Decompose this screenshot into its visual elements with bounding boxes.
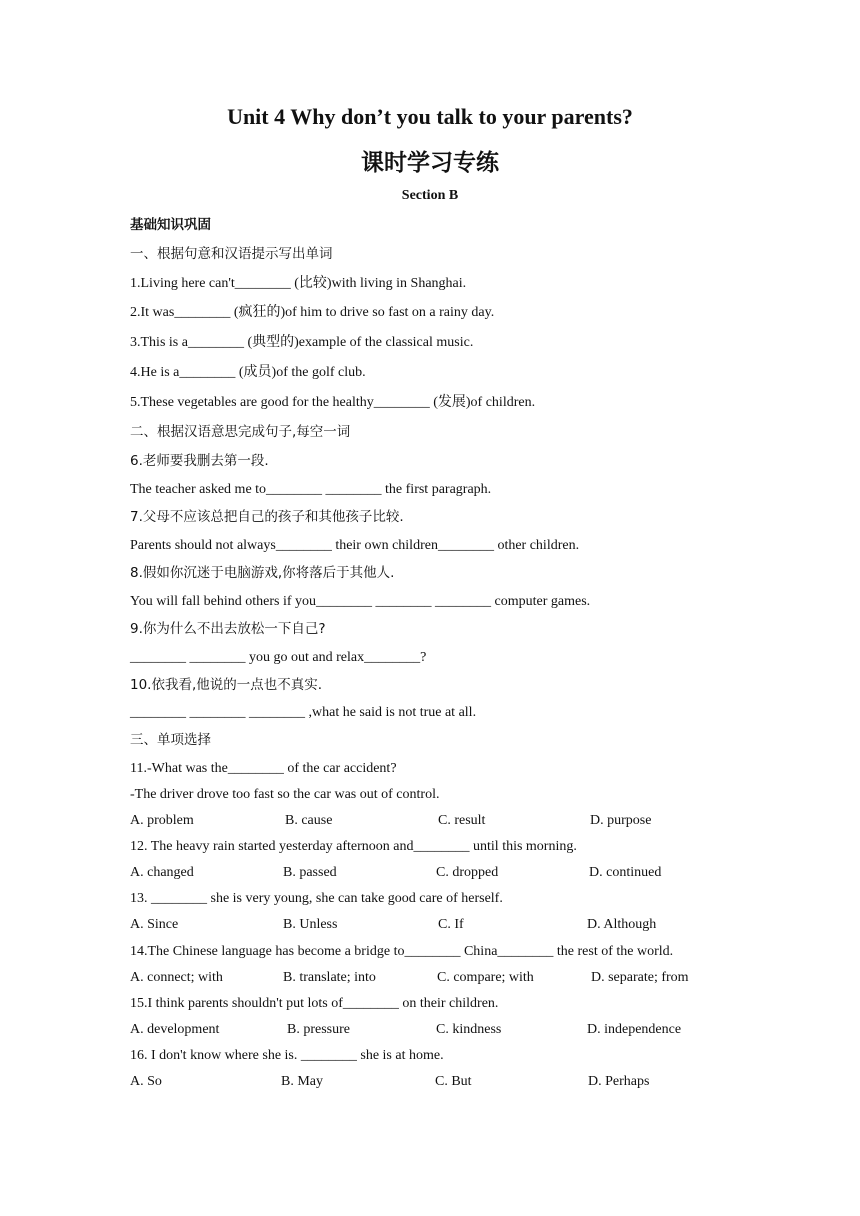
option-16-b: B. May — [281, 1074, 323, 1089]
section-label: Section B — [401, 188, 459, 203]
option-14-d: D. separate; from — [591, 970, 689, 985]
question-6-en: The teacher asked me to________ ________ the first paragraph. — [130, 482, 492, 497]
question-8-en: You will fall behind others if you________ ________ ________ computer games. — [130, 594, 591, 609]
option-15-a: A. development — [130, 1022, 220, 1037]
question-7-en: Parents should not always________ their own children________ other children. — [130, 538, 580, 553]
option-12-b: B. passed — [283, 865, 337, 880]
question-10-en: ________ ________ ________ ,what he said is not true at all. — [130, 705, 477, 720]
question-8-cn: 8.假如你沉迷于电脑游戏,你将落后于其他人. — [130, 565, 395, 581]
option-11-c: C. result — [438, 813, 486, 828]
question-7-cn: 7.父母不应该总把自己的孩子和其他孩子比较. — [130, 509, 404, 525]
option-16-a: A. So — [130, 1074, 162, 1089]
part2-heading: 二、根据汉语意思完成句子,每空一词 — [130, 424, 351, 440]
option-15-b: B. pressure — [287, 1022, 350, 1037]
page-title: Unit 4 Why don’t you talk to your parents? — [227, 104, 633, 129]
option-15-d: D. independence — [587, 1022, 682, 1037]
option-14-a: A. connect; with — [130, 970, 223, 985]
question-5: 5.These vegetables are good for the healthy________ (发展)of children. — [130, 395, 536, 410]
option-14-c: C. compare; with — [437, 970, 534, 985]
question-9-cn: 9.你为什么不出去放松一下自己? — [130, 621, 326, 637]
question-11: 11.-What was the________ of the car accident? — [130, 761, 397, 776]
option-11-a: A. problem — [130, 813, 194, 828]
question-14: 14.The Chinese language has become a bridge to________ China________ the rest of the world. — [130, 944, 674, 959]
question-15: 15.I think parents shouldn't put lots of________ on their children. — [130, 996, 499, 1011]
option-16-d: D. Perhaps — [588, 1074, 650, 1089]
question-10-cn: 10.依我看,他说的一点也不真实. — [130, 677, 323, 693]
option-11-b: B. cause — [285, 813, 333, 828]
part3-heading: 三、单项选择 — [130, 732, 211, 748]
option-14-b: B. translate; into — [283, 970, 376, 985]
question-9-en: ________ ________ you go out and relax________? — [130, 650, 427, 665]
question-16: 16. I don't know where she is. ________ she is at home. — [130, 1048, 444, 1063]
question-11-context: -The driver drove too fast so the car was out of control. — [130, 787, 440, 802]
option-13-d: D. Although — [587, 917, 657, 932]
option-13-c: C. If — [438, 917, 464, 932]
option-13-b: B. Unless — [283, 917, 338, 932]
page-subtitle: 课时学习专练 — [361, 150, 499, 176]
question-13: 13. ________ she is very young, she can take good care of herself. — [130, 891, 503, 906]
option-12-a: A. changed — [130, 865, 194, 880]
option-15-c: C. kindness — [436, 1022, 502, 1037]
option-12-c: C. dropped — [436, 865, 499, 880]
option-11-d: D. purpose — [590, 813, 652, 828]
option-13-a: A. Since — [130, 917, 179, 932]
question-4: 4.He is a________ (成员)of the golf club. — [130, 365, 366, 380]
question-12: 12. The heavy rain started yesterday afternoon and________ until this morning. — [130, 839, 577, 854]
option-12-d: D. continued — [589, 865, 662, 880]
part-basic-heading: 基础知识巩固 — [130, 217, 211, 233]
question-1: 1.Living here can't________ (比较)with living in Shanghai. — [130, 276, 467, 291]
option-16-c: C. But — [435, 1074, 472, 1089]
question-6-cn: 6.老师要我删去第一段. — [130, 453, 269, 469]
question-2: 2.It was________ (疯狂的)of him to drive so fast on a rainy day. — [130, 305, 495, 320]
question-3: 3.This is a________ (典型的)example of the classical music. — [130, 335, 474, 350]
part1-heading: 一、根据句意和汉语提示写出单词 — [130, 246, 333, 262]
